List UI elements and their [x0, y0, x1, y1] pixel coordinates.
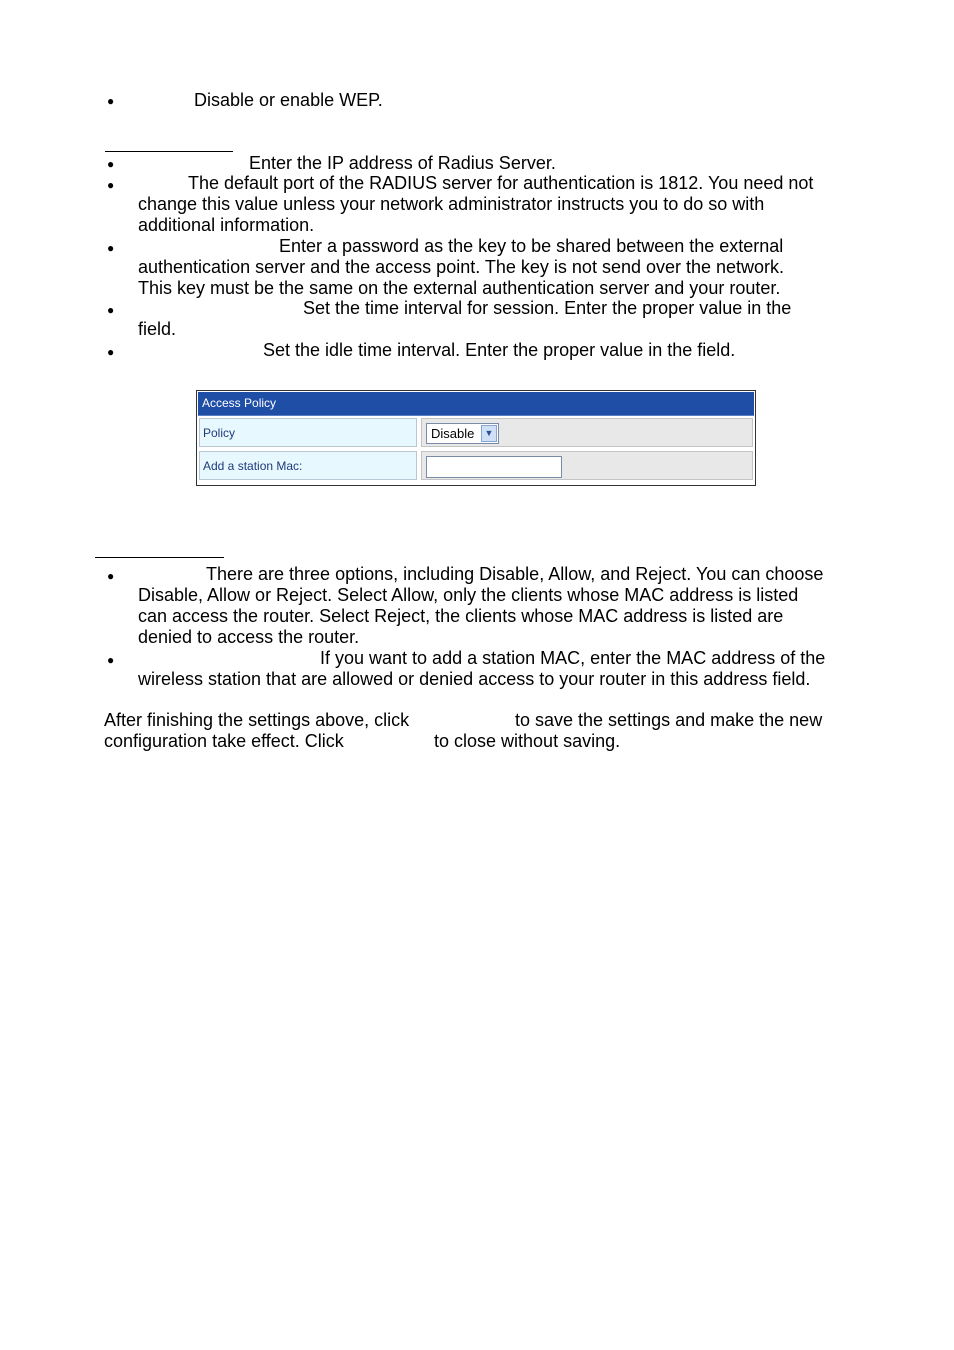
bullet-dot: ●: [107, 157, 115, 171]
add-station-mac-cell: [421, 451, 753, 480]
bullet-dot: ●: [107, 241, 115, 255]
access-policy-panel: [196, 390, 756, 486]
policy-label: Policy: [199, 418, 417, 447]
add-station-mac-label: Add a station Mac:: [199, 451, 417, 480]
shared-secret-text-1: Enter a password as the key to be shared between the external: [279, 236, 784, 256]
shared-secret-text-2: authentication server and the access point. The key is not send over the network.: [138, 257, 785, 277]
wep-enable-text: Disable or enable WEP.: [194, 90, 383, 110]
access-policy-header: Access Policy: [198, 392, 754, 416]
chevron-down-icon[interactable]: ▼: [481, 425, 497, 442]
radius-server-ip-text: Enter the IP address of Radius Server.: [249, 153, 556, 173]
session-timeout-text-1: Set the time interval for session. Enter the proper value in the: [303, 298, 792, 318]
session-timeout-text-2: field.: [138, 319, 177, 339]
bullet-dot: ●: [107, 345, 115, 359]
bullet-dot: ●: [107, 569, 115, 583]
bullet-dot: ●: [107, 178, 115, 192]
idle-timeout-text: Set the idle time interval. Enter the proper value in the field.: [263, 340, 736, 360]
policy-desc-text-2: Disable, Allow or Reject. Select Allow, only the clients whose MAC address is listed: [138, 585, 799, 605]
station-mac-desc-text-2: wireless station that are allowed or denied access to your router in this address field.: [138, 669, 811, 689]
policy-cell: [421, 418, 753, 447]
policy-desc-text-3: can access the router. Select Reject, the clients whose MAC address is listed are: [138, 606, 784, 626]
bullet-dot: ●: [107, 94, 115, 108]
shared-secret-text-3: This key must be the same on the external authentication server and your router.: [138, 278, 781, 298]
footer-text-2a: configuration take effect. Click: [104, 731, 344, 751]
radius-port-text-3: additional information.: [138, 215, 315, 235]
bullet-dot: ●: [107, 303, 115, 317]
policy-desc-text-1: There are three options, including Disable, Allow, and Reject. You can choose: [206, 564, 824, 584]
footer-text-1b: to save the settings and make the new: [515, 710, 823, 730]
station-mac-desc-text-1: If you want to add a station MAC, enter the MAC address of the: [320, 648, 826, 668]
policy-select-value: Disable: [431, 426, 475, 441]
bullet-dot: ●: [107, 653, 115, 667]
policy-select[interactable]: [426, 423, 499, 444]
footer-text-2b: to close without saving.: [434, 731, 621, 751]
policy-desc-text-4: denied to access the router.: [138, 627, 360, 647]
section-rule-radius: [105, 151, 233, 152]
section-rule-policy: [95, 557, 224, 558]
radius-port-text-1: The default port of the RADIUS server for authentication is 1812. You need not: [188, 173, 814, 193]
radius-port-text-2: change this value unless your network administrator instructs you to do so with: [138, 194, 765, 214]
add-station-mac-input[interactable]: [426, 456, 562, 478]
footer-text-1a: After finishing the settings above, click: [104, 710, 410, 730]
